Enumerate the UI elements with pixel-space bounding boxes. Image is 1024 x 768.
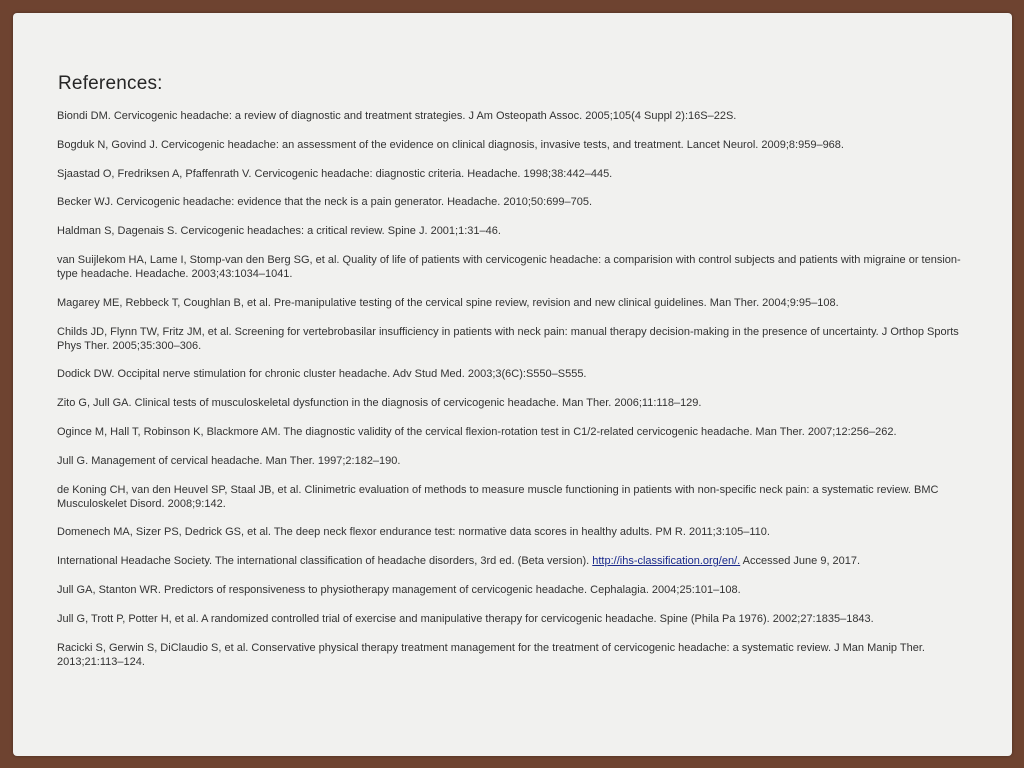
- slide: [13, 13, 1012, 756]
- reference-item: de Koning CH, van den Heuvel SP, Staal JB, et al. Clinimetric evaluation of methods to measure muscle functioning in patients with non-specific neck pain: a systematic review. BMC Musculoskelet Disord. 2008;9:142.: [57, 483, 939, 510]
- reference-item-with-link: [57, 554, 965, 568]
- reference-item: Becker WJ. Cervicogenic headache: evidence that the neck is a pain generator. Headache. 2010;50:699–705.: [57, 196, 593, 209]
- reference-item: Dodick DW. Occipital nerve stimulation for chronic cluster headache. Adv Stud Med. 2003;3(6C):S550–S555.: [57, 368, 587, 381]
- reference-item: van Suijlekom HA, Lame I, Stomp-van den Berg SG, et al. Quality of life of patients with cervicogenic headache: a comparision with control subjects and patients with migraine or tension-type headache. Headache. 2003;43:1034–1041.: [57, 253, 961, 280]
- reference-text: International Headache Society. The international classification of headache disorders, 3rd ed. (Beta version).: [57, 555, 593, 568]
- reference-item: Haldman S, Dagenais S. Cervicogenic headaches: a critical review. Spine J. 2001;1:31–46.: [57, 225, 501, 238]
- reference-item: Jull G. Management of cervical headache. Man Ther. 1997;2:182–190.: [57, 454, 401, 467]
- reference-text: Accessed June 9, 2017.: [740, 555, 861, 568]
- reference-item: Ogince M, Hall T, Robinson K, Blackmore AM. The diagnostic validity of the cervical flexion-rotation test in C1/2-related cervicogenic headache. Man Ther. 2007;12:256–262.: [57, 425, 897, 438]
- reference-item: Racicki S, Gerwin S, DiClaudio S, et al. Conservative physical therapy treatment management for the treatment of cervicogenic headache: a systematic review. J Man Manip Ther. 2013;21:113–124.: [57, 641, 925, 668]
- references-heading: References:: [58, 73, 163, 94]
- reference-item: Sjaastad O, Fredriksen A, Pfaffenrath V. Cervicogenic headache: diagnostic criteria. Headache. 1998;38:442–445.: [57, 167, 613, 180]
- reference-item: Jull G, Trott P, Potter H, et al. A randomized controlled trial of exercise and manipulative therapy for cervicogenic headache. Spine (Phila Pa 1976). 2002;27:1835–1843.: [57, 612, 874, 625]
- reference-item: Jull GA, Stanton WR. Predictors of responsiveness to physiotherapy management of cervicogenic headache. Cephalagia. 2004;25:101–108.: [57, 583, 741, 596]
- reference-item: Bogduk N, Govind J. Cervicogenic headache: an assessment of the evidence on clinical diagnosis, invasive tests, and treatment. Lancet Neurol. 2009;8:959–968.: [57, 138, 844, 151]
- classification-link[interactable]: http://ihs-classification.org/en/.: [592, 555, 741, 568]
- reference-item: Magarey ME, Rebbeck T, Coughlan B, et al. Pre-manipulative testing of the cervical spine review, revision and new clinical guidelines. Man Ther. 2004;9:95–108.: [57, 296, 839, 309]
- reference-list: [57, 109, 965, 683]
- reference-item: Biondi DM. Cervicogenic headache: a review of diagnostic and treatment strategies. J Am Osteopath Assoc. 2005;105(4 Suppl 2):16S–22S.: [57, 110, 737, 122]
- reference-item: Domenech MA, Sizer PS, Dedrick GS, et al. The deep neck flexor endurance test: normative data scores in healthy adults. PM R. 2011;3:105–110.: [57, 526, 770, 539]
- reference-item: Zito G, Jull GA. Clinical tests of musculoskeletal dysfunction in the diagnosis of cervicogenic headache. Man Ther. 2006;11:118–129.: [57, 397, 702, 410]
- reference-item: Childs JD, Flynn TW, Fritz JM, et al. Screening for vertebrobasilar insufficiency in patients with neck pain: manual therapy decision-making in the presence of uncertainty. J Orthop Sports Phys Ther. 2005;35:300–306.: [57, 325, 959, 352]
